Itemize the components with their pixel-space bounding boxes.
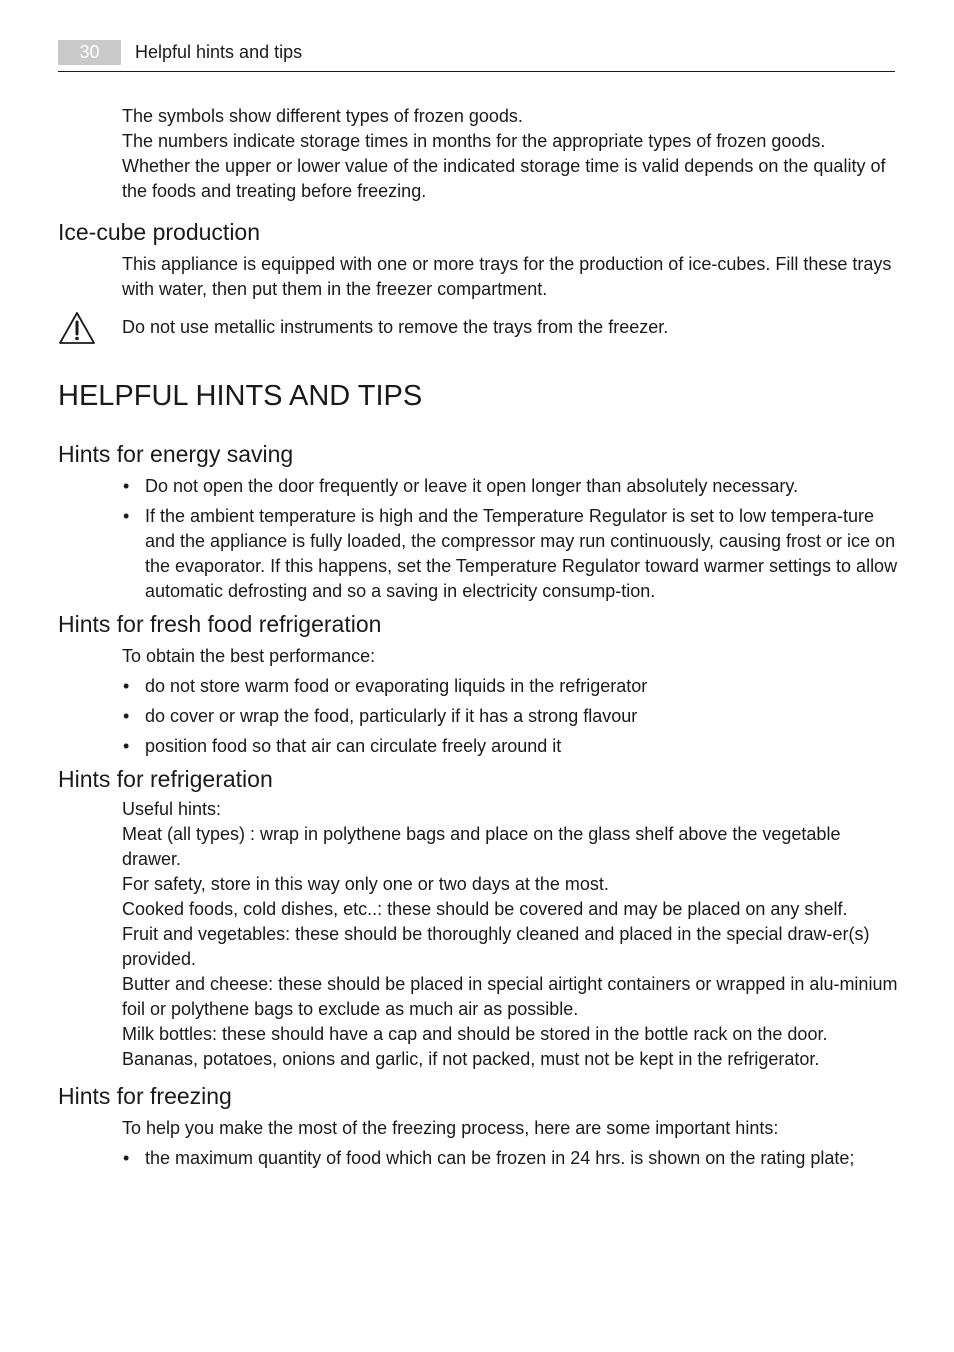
section-heading-fresh: Hints for fresh food refrigeration <box>58 611 382 637</box>
running-title: Helpful hints and tips <box>135 42 303 62</box>
list-item: • do not store warm food or evaporating liquids in the refrigerator <box>122 674 898 699</box>
refrigeration-line: Meat (all types) : wrap in polythene bags and place on the glass shelf above the vegetable drawer. <box>122 824 841 869</box>
list-item: • If the ambient temperature is high and the Temperature Regulator is set to low tempera-ture and the appliance is fully loaded, the compressor may run continuously, causing frost or ice on the evaporator. If this happens, set the Temperature Regulator toward warmer settings to allow automatic defrosting and so a saving in electricity consump-tion. <box>122 504 898 604</box>
fresh-intro: To obtain the best performance: <box>122 646 376 666</box>
main-heading: HELPFUL HINTS AND TIPS <box>58 380 423 412</box>
fresh-list <box>122 674 898 759</box>
warning-triangle-icon <box>58 311 96 345</box>
section-heading-ice-cube: Ice-cube production <box>58 219 261 245</box>
intro-line: The symbols show different types of frozen goods. <box>122 106 523 126</box>
refrigeration-line: Fruit and vegetables: these should be thoroughly cleaned and placed in the special draw-er(s) provided. <box>122 924 870 969</box>
freezing-list <box>122 1146 898 1171</box>
list-item: • the maximum quantity of food which can be frozen in 24 hrs. is shown on the rating plate; <box>122 1146 898 1171</box>
refrigeration-line: Cooked foods, cold dishes, etc..: these should be covered and may be placed on any shelf. <box>122 899 848 919</box>
freezing-intro: To help you make the most of the freezing process, here are some important hints: <box>122 1118 779 1138</box>
page-header <box>58 40 895 72</box>
list-item: • Do not open the door frequently or leave it open longer than absolutely necessary. <box>122 474 898 499</box>
ice-cube-text: This appliance is equipped with one or more trays for the production of ice-cubes. Fill these trays with water, then put them in the freezer compartment. <box>122 254 892 299</box>
warning-text: Do not use metallic instruments to remove the trays from the freezer. <box>122 317 669 337</box>
list-item: • do cover or wrap the food, particularly if it has a strong flavour <box>122 704 898 729</box>
refrigeration-line: Butter and cheese: these should be placed in special airtight containers or wrapped in alu-minium foil or polythene bags to exclude as much air as possible. <box>122 974 898 1019</box>
intro-block <box>58 104 898 204</box>
refrigeration-line: Useful hints: <box>122 799 222 819</box>
intro-line: Whether the upper or lower value of the indicated storage time is valid depends on the quality of the foods and treating before freezing. <box>122 156 886 201</box>
energy-list <box>122 474 898 604</box>
section-heading-energy: Hints for energy saving <box>58 441 294 467</box>
refrigeration-line: Milk bottles: these should have a cap and should be stored in the bottle rack on the door. <box>122 1024 828 1044</box>
list-item: • position food so that air can circulate freely around it <box>122 734 898 759</box>
section-heading-freezing: Hints for freezing <box>58 1083 232 1109</box>
refrigeration-line: Bananas, potatoes, onions and garlic, if not packed, must not be kept in the refrigerator. <box>122 1049 820 1069</box>
warning-note <box>58 315 898 359</box>
section-heading-refrigeration: Hints for refrigeration <box>58 766 273 792</box>
intro-line: The numbers indicate storage times in months for the appropriate types of frozen goods. <box>122 131 826 151</box>
page-number: 30 <box>58 40 121 65</box>
page-content <box>58 104 898 1176</box>
refrigeration-block <box>58 797 898 1072</box>
refrigeration-line: For safety, store in this way only one or two days at the most. <box>122 874 609 894</box>
